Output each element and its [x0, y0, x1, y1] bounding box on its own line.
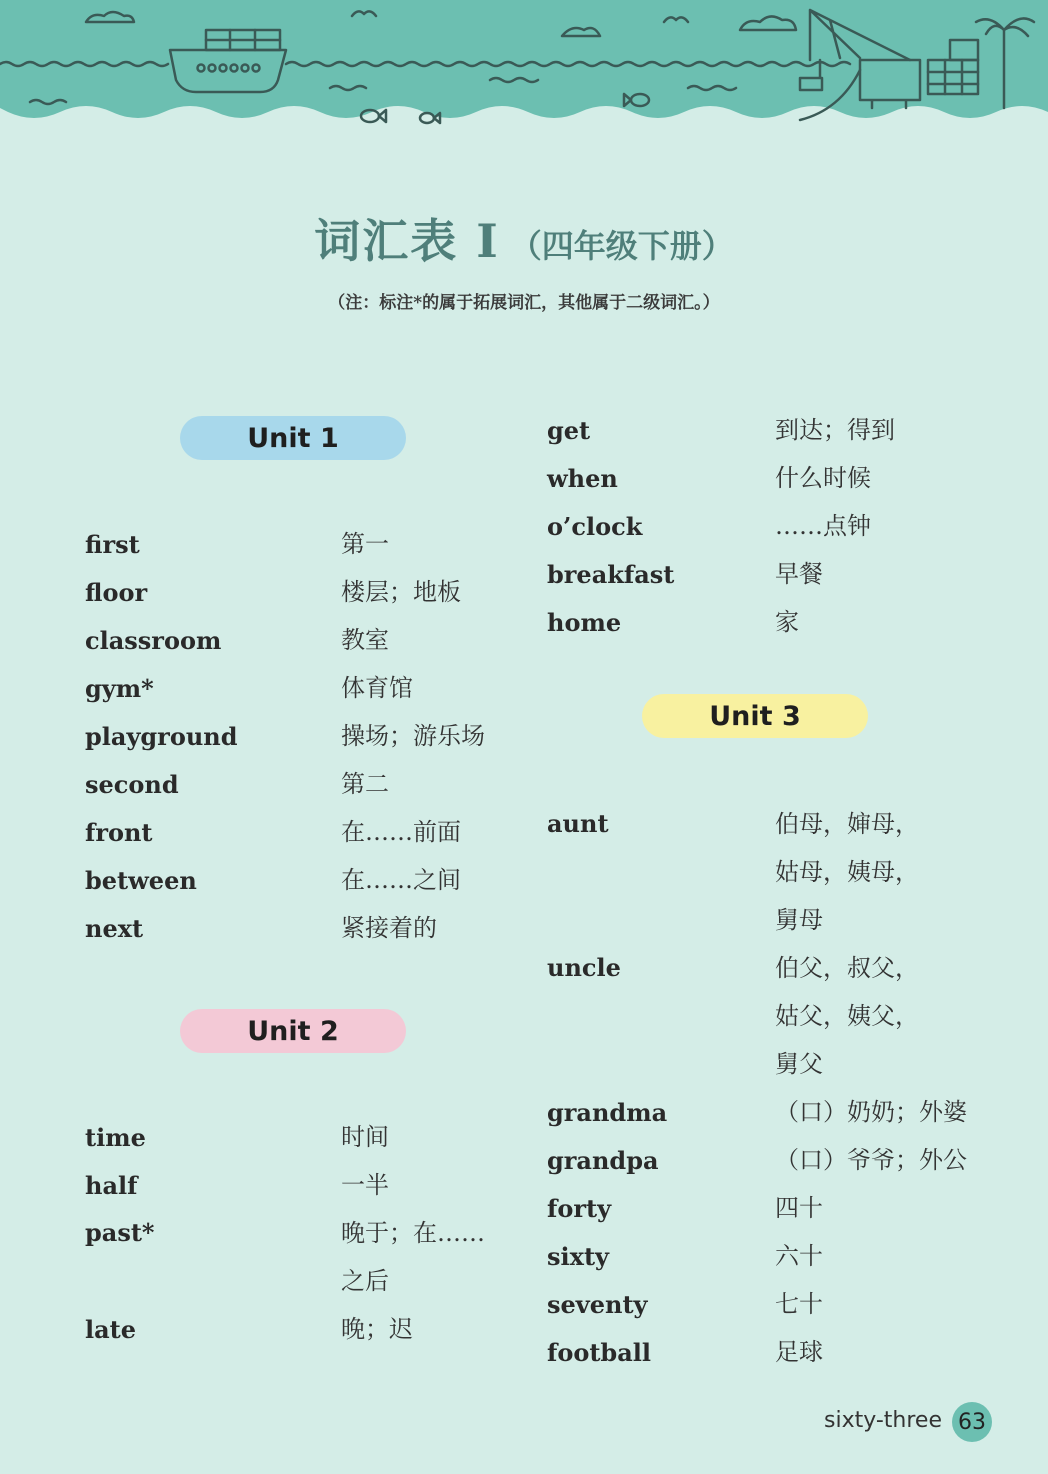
word-english: time [85, 1122, 146, 1152]
vocab-row [85, 808, 485, 856]
vocab-row [547, 1328, 967, 1376]
header-illustration [0, 0, 1048, 130]
page-number-word: sixty-three [824, 1408, 942, 1433]
word-chinese-line: 晚于；在…… [341, 1219, 485, 1247]
word-english: football [547, 1337, 651, 1367]
unit2-continued-vocab-list [547, 406, 895, 646]
vocab-row [547, 454, 895, 502]
word-english: second [85, 769, 179, 799]
vocab-row [547, 406, 895, 454]
word-english: next [85, 913, 144, 943]
vocab-row [85, 520, 485, 568]
word-chinese: （口）奶奶；外婆 [775, 1098, 967, 1126]
word-english: seventy [547, 1289, 648, 1319]
word-chinese-line: 之后 [341, 1267, 389, 1295]
vocab-row [85, 1305, 485, 1353]
word-chinese: 体育馆 [341, 674, 413, 702]
vocab-row [547, 598, 895, 646]
word-english: gym* [85, 673, 154, 703]
word-english: get [547, 415, 591, 445]
word-english: playground [85, 721, 238, 751]
word-chinese-line: 伯母，婶母， [775, 810, 919, 838]
vocab-row [547, 1088, 967, 1136]
word-chinese: 第二 [341, 770, 389, 798]
word-english: grandpa [547, 1145, 659, 1175]
unit1-heading: Unit 1 [180, 416, 406, 460]
word-chinese: 什么时候 [775, 464, 871, 492]
word-chinese: 早餐 [775, 560, 823, 588]
word-english: between [85, 865, 197, 895]
vocab-row [547, 800, 967, 944]
word-chinese: 在……之间 [341, 866, 461, 894]
word-english: forty [547, 1193, 612, 1223]
word-english: floor [85, 577, 148, 607]
word-chinese: 七十 [775, 1290, 823, 1318]
word-english: sixty [547, 1241, 609, 1271]
page-title [0, 205, 1048, 271]
vocab-row [547, 1136, 967, 1184]
vocab-row [547, 1184, 967, 1232]
vocab-row [85, 664, 485, 712]
word-chinese-line: 伯父，叔父， [775, 954, 919, 982]
vocab-row [85, 1161, 485, 1209]
unit2-vocab-list [85, 1113, 485, 1353]
vocab-row [85, 568, 485, 616]
word-english: when [547, 463, 618, 493]
word-chinese [775, 944, 919, 1088]
word-english: home [547, 607, 622, 637]
word-chinese [341, 1209, 485, 1305]
vocab-row [547, 1280, 967, 1328]
word-english: aunt [547, 809, 609, 838]
word-english: half [85, 1170, 138, 1200]
word-english: front [85, 817, 153, 847]
word-english: uncle [547, 953, 621, 982]
word-chinese: （口）爷爷；外公 [775, 1146, 967, 1174]
word-chinese: 晚；迟 [341, 1315, 413, 1343]
unit2-heading: Unit 2 [180, 1009, 406, 1053]
vocab-row [547, 502, 895, 550]
word-chinese: 在……前面 [341, 818, 461, 846]
word-english: o’clock [547, 511, 643, 541]
word-chinese: 家 [775, 608, 799, 636]
vocab-row [85, 760, 485, 808]
word-english: first [85, 529, 140, 559]
word-chinese: 六十 [775, 1242, 823, 1270]
unit1-vocab-list [85, 520, 485, 952]
page-number-badge: 63 [952, 1402, 992, 1442]
word-chinese-line: 姑母，姨母， [775, 858, 919, 886]
word-english: late [85, 1314, 137, 1344]
vocab-row [547, 1232, 967, 1280]
page-note: （注：标注*的属于拓展词汇，其他属于二级词汇。） [328, 293, 720, 313]
unit3-vocab-list [547, 800, 967, 1376]
word-chinese-line: 姑父，姨父， [775, 1002, 919, 1030]
vocab-row [85, 1209, 485, 1305]
word-chinese: 第一 [341, 530, 389, 558]
word-english: classroom [85, 625, 222, 655]
word-chinese: 楼层；地板 [341, 578, 461, 606]
word-chinese: 教室 [341, 626, 389, 654]
vocab-row [85, 616, 485, 664]
word-chinese: 时间 [341, 1123, 389, 1151]
title-main: 词汇表 I [314, 214, 500, 268]
word-chinese [775, 800, 919, 944]
word-chinese: ……点钟 [775, 512, 871, 540]
unit3-heading: Unit 3 [642, 694, 868, 738]
word-chinese: 足球 [775, 1338, 823, 1366]
word-english: grandma [547, 1097, 668, 1127]
title-sub: （四年级下册） [509, 227, 734, 265]
word-chinese: 到达；得到 [775, 416, 895, 444]
vocab-row [547, 550, 895, 598]
word-english: breakfast [547, 559, 675, 589]
word-chinese: 操场；游乐场 [341, 722, 485, 750]
vocab-row [85, 1113, 485, 1161]
vocab-row [547, 944, 967, 1088]
word-chinese-line: 舅父 [775, 1050, 823, 1078]
word-chinese: 四十 [775, 1194, 823, 1222]
word-english: past* [85, 1218, 155, 1247]
word-chinese-line: 舅母 [775, 906, 823, 934]
vocab-row [85, 904, 485, 952]
vocab-row [85, 712, 485, 760]
word-chinese: 紧接着的 [341, 914, 437, 942]
word-chinese: 一半 [341, 1171, 389, 1199]
vocab-row [85, 856, 485, 904]
